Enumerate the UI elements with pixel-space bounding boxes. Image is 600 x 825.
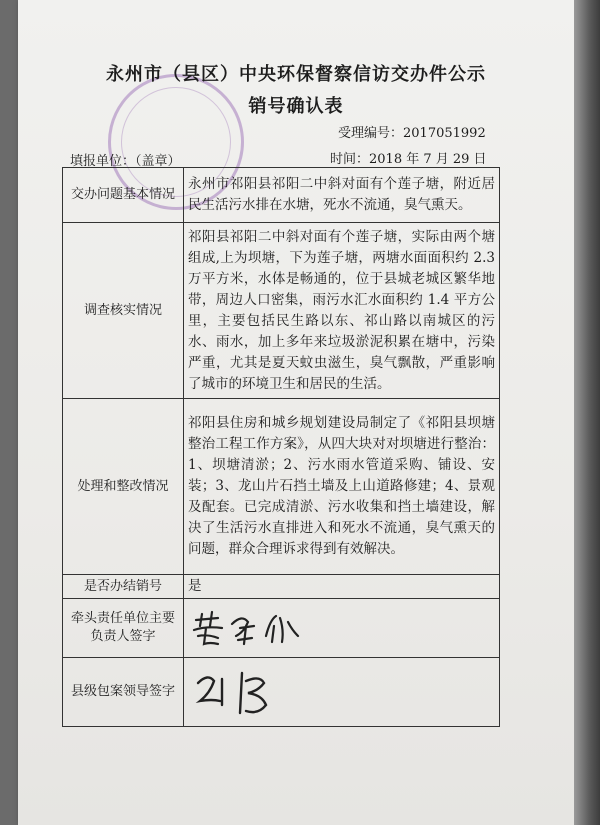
row-value: 祁阳县祁阳二中斜对面有个莲子塘，实际由两个塘组成,上为坝塘，下为莲子塘，两塘水面面积约 2.3 万平方米，水体是畅通的，位于县城老城区繁华地带，周边人口密集，雨污水汇水面积约 1.4 平方公里，主要包括民生路以东、祁山路以南城区的污水、雨水，加上多年来垃圾淤泥积累在塘中，污染严重，尤其是夏天蚊虫滋生，臭气飘散，严重影响了城市的环境卫生和居民的生活。 — [184, 223, 500, 399]
accept-number: 受理编号：2017051992 — [338, 126, 486, 141]
row-value: 祁阳县住房和城乡规划建设局制定了《祁阳县坝塘整治工程工作方案》，从四大块对对坝塘进行整治：1、坝塘清淤；2、污水雨水管道采购、铺设、安装；3、龙山片石挡土墙及上山道路修建；4、景观及配套。已完成清淤、污水收集和挡土墙建设，解决了生活污水直排进入和死水不流通，臭气熏天的问题，群众合理诉求得到有效解决。 — [184, 399, 500, 575]
row-label: 县级包案领导签字 — [63, 658, 184, 727]
document-title: 永州市（县区）中央环保督察信访交办件公示 — [106, 64, 486, 85]
signature-cell — [184, 658, 500, 727]
report-date: 时间：2018 年 7 月 29 日 — [330, 152, 487, 167]
row-label: 交办问题基本情况 — [63, 168, 184, 223]
row-value: 永州市祁阳县祁阳二中斜对面有个莲子塘，附近居民生活污水排在水塘，死水不流通，臭气熏天。 — [184, 168, 500, 223]
table-row — [63, 399, 500, 575]
row-label: 是否办结销号 — [63, 575, 184, 599]
reporting-unit: 填报单位：（盖章） — [70, 154, 181, 169]
table-row — [63, 575, 500, 599]
row-label: 牵头责任单位主要负责人签字 — [63, 599, 184, 658]
row-value: 是 — [184, 575, 500, 599]
row-label: 处理和整改情况 — [63, 399, 184, 575]
table-row — [63, 599, 500, 658]
document-subtitle: 销号确认表 — [248, 96, 344, 117]
handwritten-signature — [188, 665, 298, 719]
scanner-edge — [574, 0, 600, 825]
confirmation-table — [62, 167, 500, 727]
table-row — [63, 658, 500, 727]
signature-cell — [184, 599, 500, 658]
row-label: 调查核实情况 — [63, 223, 184, 399]
table-row — [63, 223, 500, 399]
table-row — [63, 168, 500, 223]
handwritten-signature — [188, 606, 308, 650]
